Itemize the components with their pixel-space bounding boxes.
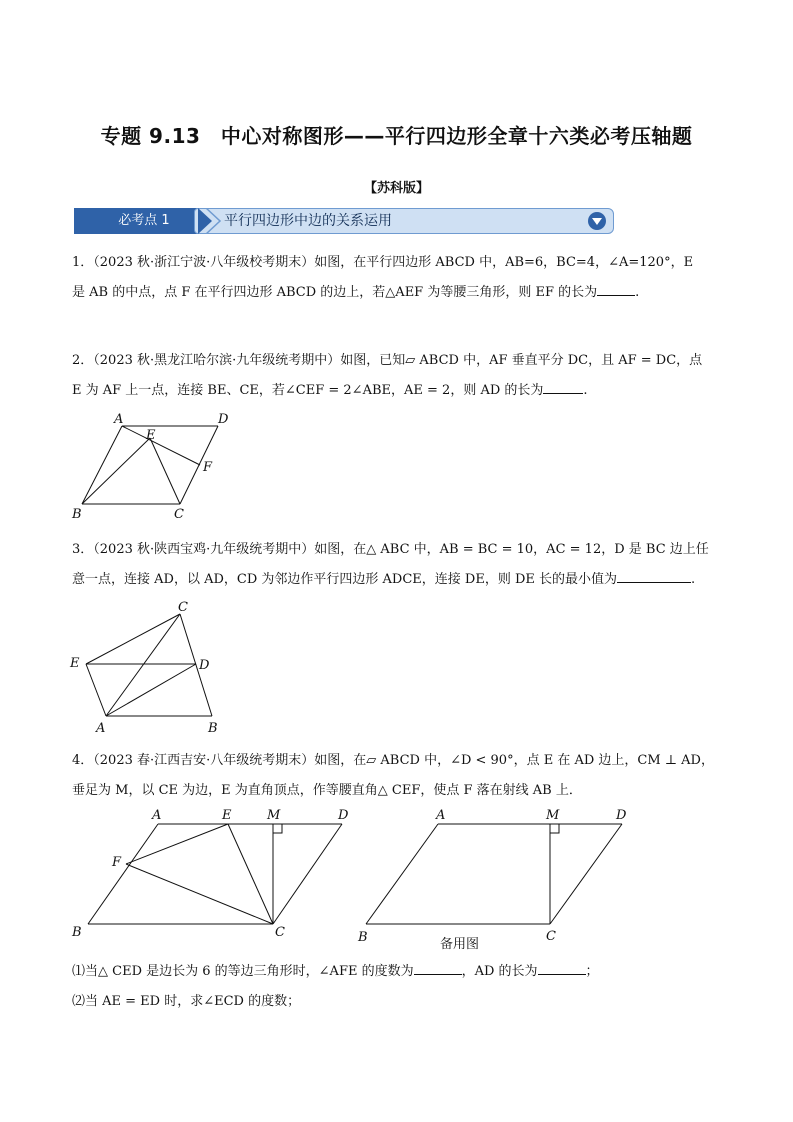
q4-label-d: D [338, 808, 349, 823]
q2-label-e: E [146, 428, 156, 443]
q2-label-f: F [203, 460, 213, 475]
q4-figure-spare [356, 805, 636, 957]
q4-label-b: B [72, 925, 82, 940]
q4-label-c: C [275, 925, 285, 940]
q4-label-a: A [152, 808, 162, 823]
q3-line1: 3．（2023 秋·陕西宝鸡·九年级统考期中）如图，在△ ABC 中，AB = BC = 10，AC = 12，D 是 BC 边上任 [72, 542, 709, 557]
question-4 [72, 746, 722, 806]
q4-label-e: E [222, 808, 232, 823]
section-banner [74, 208, 614, 234]
q4-spare-label-a: A [436, 808, 446, 823]
q1-line1: 1．（2023 秋·浙江宁波·八年级校考期末）如图，在平行四边形 ABCD 中，AB=6，BC=4，∠A=120°，E [72, 255, 694, 270]
q4-label-m: M [267, 808, 281, 823]
answer-blank[interactable] [543, 381, 583, 394]
q3-label-e: E [70, 656, 80, 671]
edition-label: 【苏科版】 [363, 181, 429, 196]
banner-topic: 平行四边形中边的关系运用 [224, 213, 392, 229]
q3-label-c: C [178, 600, 188, 615]
q2-label-c: C [174, 507, 184, 522]
q2-label-d: D [218, 412, 229, 427]
chevron-down-circle-icon[interactable] [587, 211, 607, 231]
page-title: 专题 9.13 中心对称图形——平行四边形全章十六类必考压轴题 [100, 124, 693, 148]
q4-spare-label-b: B [358, 930, 368, 945]
q4-line2: 垂足为 M，以 CE 为边，E 为直角顶点，作等腰直角△ CEF，使点 F 落在射线 AB 上． [72, 783, 582, 798]
q3-label-b: B [208, 721, 218, 736]
q4-label-f: F [112, 855, 122, 870]
q4-sub1: ⑴当△ CED 是边长为 6 的等边三角形时，∠AFE 的度数为 ，AD 的长为 ； [72, 964, 599, 979]
q4-spare-label-d: D [616, 808, 627, 823]
q4-spare-caption: 备用图 [440, 937, 480, 952]
question-1 [72, 248, 722, 308]
q2-line1: 2．（2023 秋·黑龙江哈尔滨·九年级统考期中）如图，已知▱ ABCD 中，AF 垂直平分 DC，且 AF = DC，点 [72, 353, 703, 368]
answer-blank[interactable] [617, 570, 691, 583]
q3-figure [66, 598, 236, 738]
q4-line1: 4．（2023 春·江西吉安·八年级统考期末）如图，在▱ ABCD 中，∠D < 90°，点 E 在 AD 边上，CM ⊥ AD， [72, 753, 714, 768]
q3-label-d: D [199, 658, 210, 673]
q4-spare-label-c: C [546, 929, 556, 944]
q4-spare-label-m: M [546, 808, 560, 823]
q3-line2: 意一点，连接 AD，以 AD，CD 为邻边作平行四边形 ADCE，连接 DE，则 DE 长的最小值为 . [72, 572, 696, 587]
q2-label-a: A [114, 412, 124, 427]
q2-figure [70, 408, 240, 524]
chevron-right-icon [196, 208, 224, 234]
q4-sub2: ⑵当 AE = ED 时，求∠ECD 的度数； [72, 994, 301, 1009]
question-3 [72, 535, 722, 595]
q4-subquestions [72, 957, 722, 1017]
answer-blank[interactable] [538, 962, 586, 975]
q1-line2: 是 AB 的中点，点 F 在平行四边形 ABCD 的边上，若△AEF 为等腰三角形，则 EF 的长为 . [72, 285, 640, 300]
answer-blank[interactable] [597, 283, 635, 296]
question-2 [72, 346, 722, 406]
q2-line2: E 为 AF 上一点，连接 BE、CE，若∠CEF = 2∠ABE，AE = 2，则 AD 的长为 . [72, 383, 588, 398]
q3-label-a: A [96, 721, 106, 736]
q2-label-b: B [72, 507, 82, 522]
banner-label: 必考点 1 [74, 208, 214, 234]
answer-blank[interactable] [414, 962, 462, 975]
q4-figure-main [66, 805, 366, 945]
